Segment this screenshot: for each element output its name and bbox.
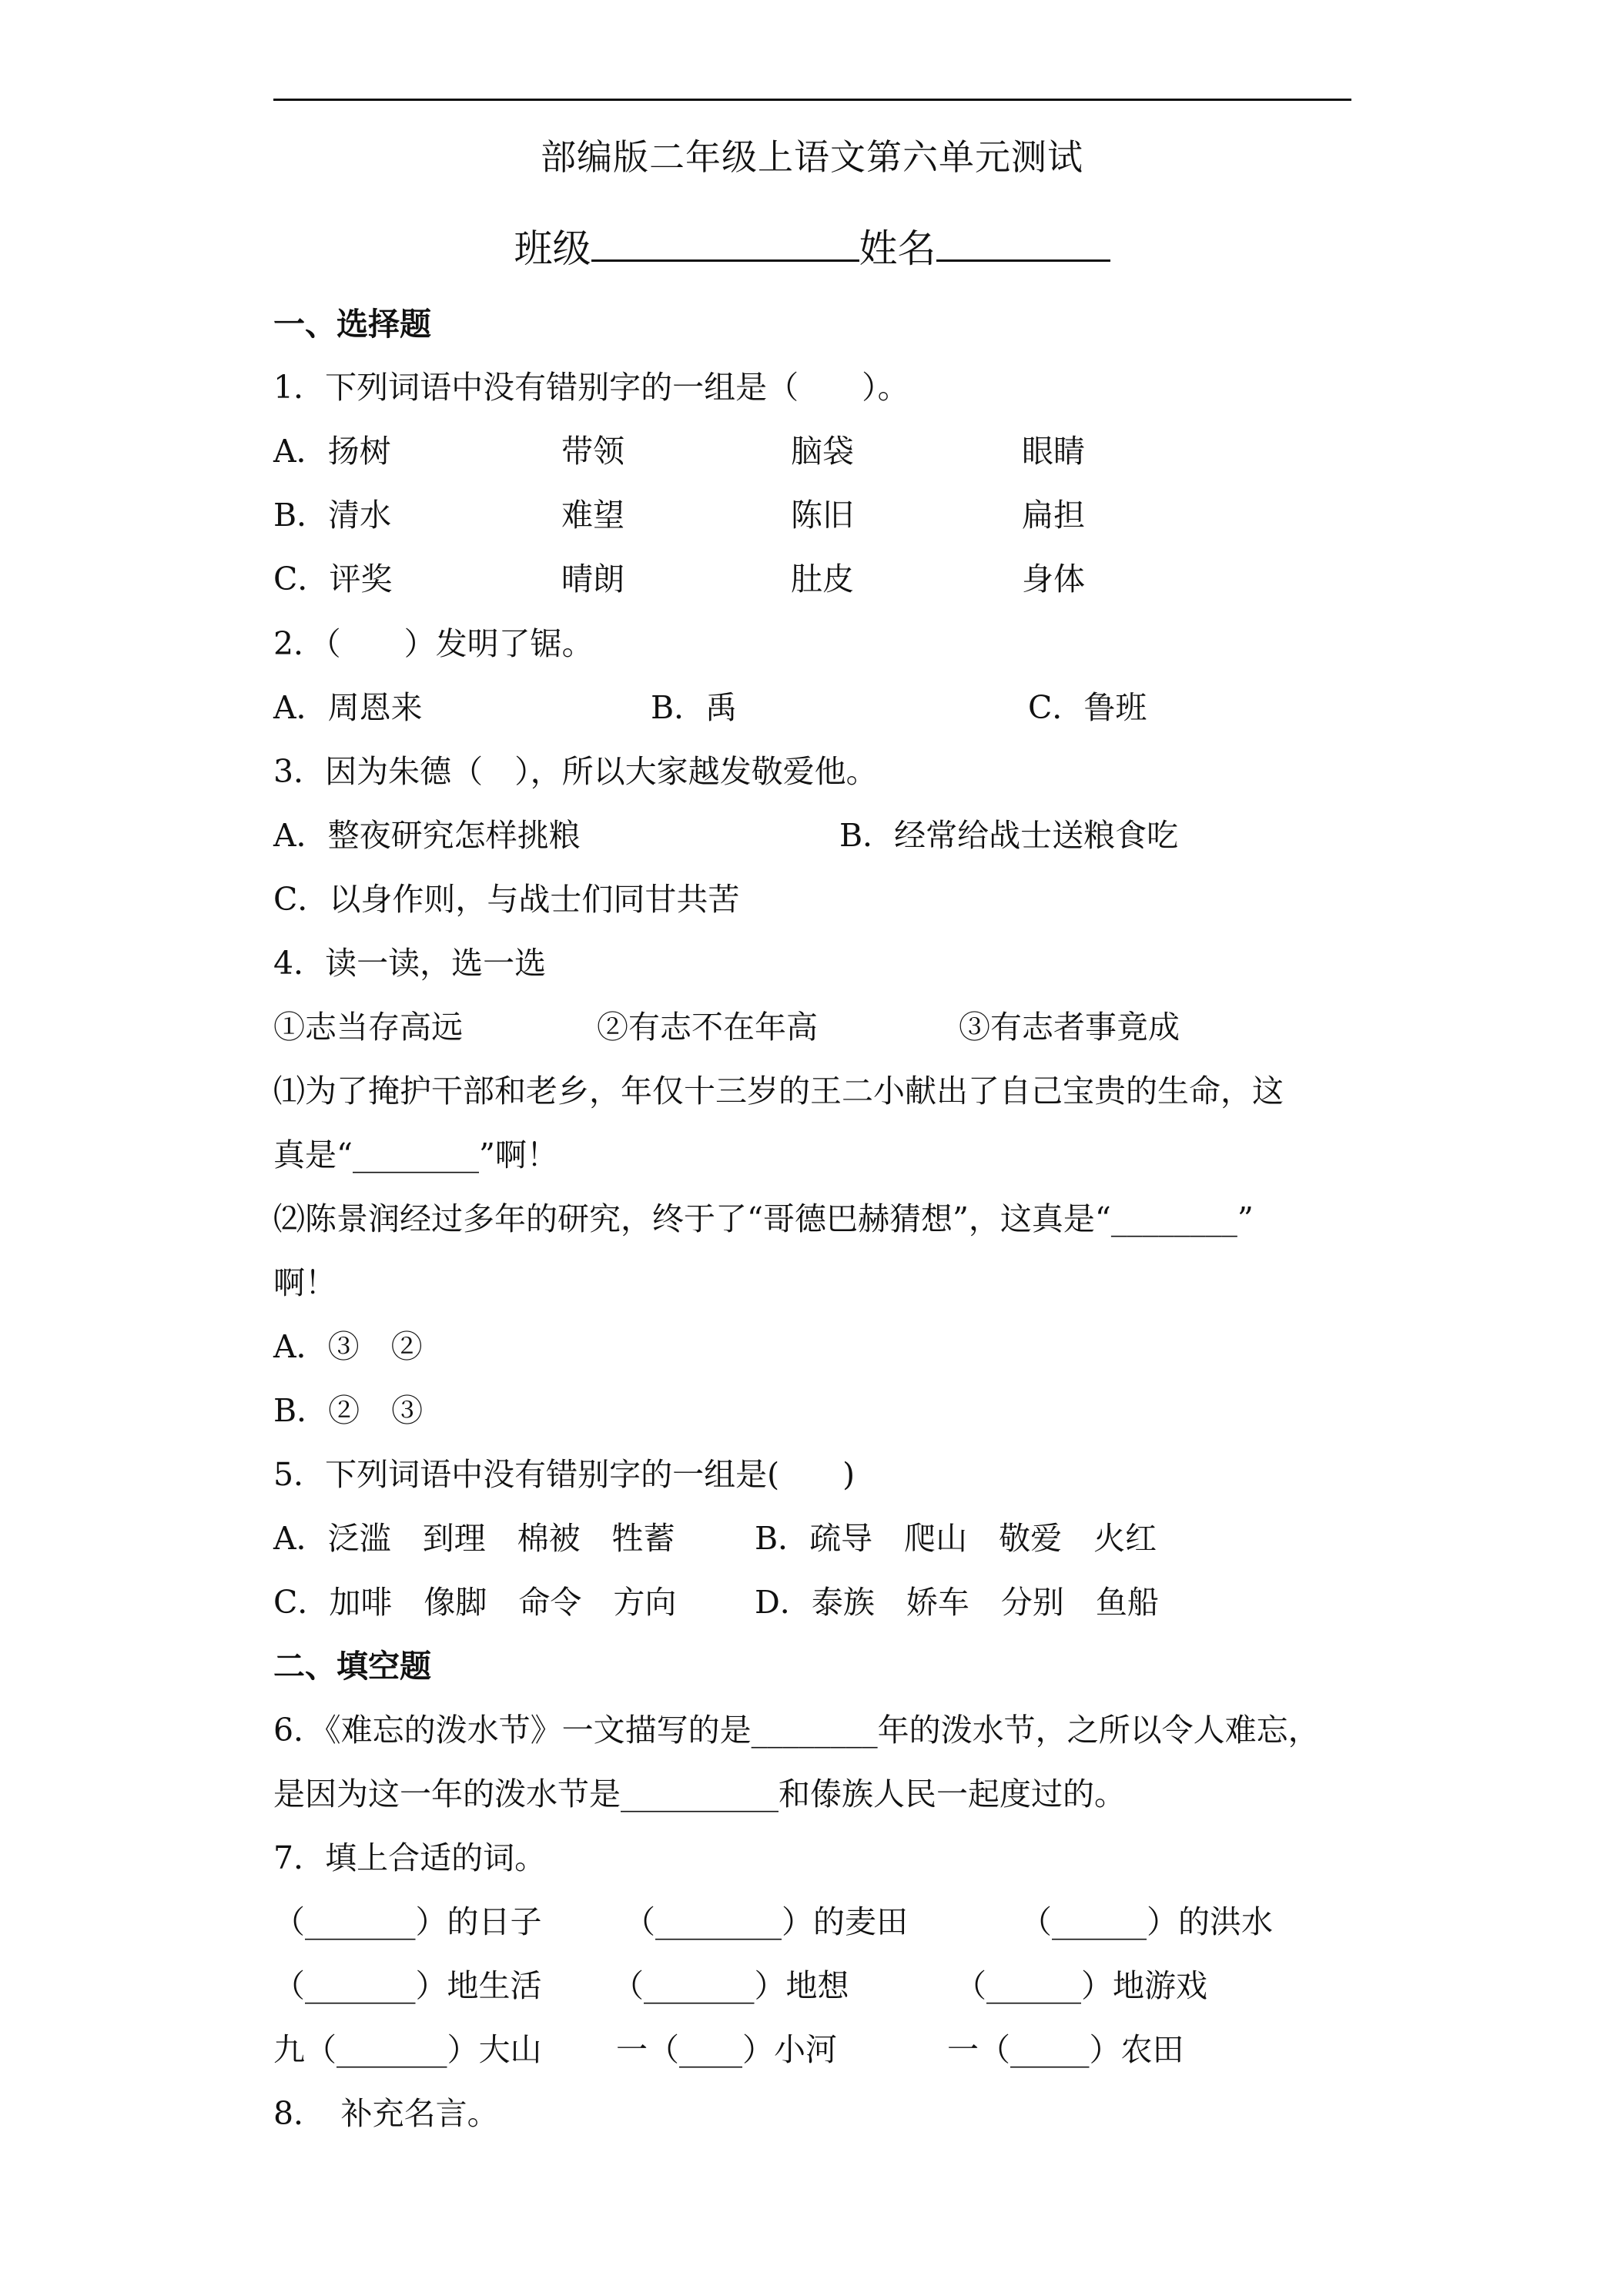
q5-option-d: D．泰族 娇车 分别 鱼船 [755,1584,1159,1621]
q3-option-c: C．以身作则，与战士们同甘共苦 [273,881,740,918]
q1-option-c-w3: 肚皮 [791,561,854,597]
q1-option-c-w1: C．评奖 [273,561,393,597]
class-label: 班级 [514,226,591,271]
q3-option-a: A．整夜研究怎样挑粮 [273,817,581,854]
q7-blank-2-2: （_______）地想 [612,1967,849,2004]
q5-option-a: A．泛滥 到理 棉被 牲蓄 [273,1520,675,1557]
q7-blank-3-1: 九（_______）大山 [273,2031,542,2068]
q5-option-c: C．加啡 像脚 命令 方向 [273,1584,677,1621]
q7-blank-1-3: （______）的洪水 [1020,1903,1273,1940]
name-blank[interactable] [936,226,1110,262]
q2-option-a: A．周恩来 [273,689,423,726]
class-blank[interactable] [591,226,859,262]
q1-option-a-w4: 眼睛 [1022,433,1085,470]
section-heading-fill: 二、填空题 [273,1648,431,1685]
question-6-line2: 是因为这一年的泼水节是__________和傣族人民一起度过的。 [273,1776,1126,1812]
q2-option-c: C．鲁班 [1028,689,1147,726]
q1-option-b-w1: B．清水 [273,497,392,534]
q4-option-b: B．② ③ [273,1392,424,1429]
question-4-stem: 4．读一读，选一选 [273,945,547,982]
q7-blank-1-1: （_______）的日子 [273,1903,542,1940]
q4-item-1: ①志当存高远 [273,1009,463,1046]
q1-option-b-w3: 陈旧 [791,497,854,534]
question-3-stem: 3．因为朱德（ ），所以大家越发敬爱他。 [273,753,878,790]
q4-sub2-line2: 啊！ [273,1264,337,1301]
name-label: 姓名 [859,226,936,271]
q7-blank-3-2: 一（____）小河 [616,2031,837,2068]
q2-option-b: B．禹 [651,689,738,726]
name-class-line [0,218,1624,273]
q5-option-b: B．疏导 爬山 敬爱 火红 [755,1520,1157,1557]
question-8-stem: 8． 补充名言。 [273,2095,499,2132]
page-title: 部编版二年级上语文第六单元测试 [541,136,1083,178]
q4-sub1-line2: 真是“________”啊！ [273,1136,558,1173]
q4-sub1-line1: ⑴为了掩护干部和老乡，年仅十三岁的王二小献出了自己宝贵的生命，这 [273,1073,1284,1110]
q1-option-a-w2: 带领 [561,433,624,470]
section-heading-choice: 一、选择题 [273,306,431,343]
q7-blank-3-3: 一（_____）农田 [947,2031,1184,2068]
q7-blank-2-3: （______）地游戏 [955,1967,1207,2004]
q4-item-2: ②有志不在年高 [597,1009,818,1046]
question-6-line1: 6．《难忘的泼水节》一文描写的是________年的泼水节，之所以令人难忘， [273,1712,1320,1749]
q7-blank-2-1: （_______）地生活 [273,1967,542,2004]
header-rule [273,99,1351,101]
question-7-stem: 7．填上合适的词。 [273,1839,547,1876]
q4-sub2-line1: ⑵陈景润经过多年的研究，终于了“哥德巴赫猜想”，这真是“________” [273,1200,1254,1237]
question-5-stem: 5．下列词语中没有错别字的一组是( ) [273,1456,856,1493]
q4-option-a: A．③ ② [273,1328,423,1365]
q1-option-a-w1: A．扬树 [273,433,391,470]
q1-option-b-w2: 难望 [561,497,624,534]
q3-option-b: B．经常给战士送粮食吃 [839,817,1179,854]
question-1-stem: 1．下列词语中没有错别字的一组是（ ）。 [273,369,909,406]
question-2-stem: 2．（ ）发明了锯。 [273,625,594,662]
q4-item-3: ③有志者事竟成 [959,1009,1180,1046]
q1-option-c-w4: 身体 [1022,561,1085,597]
q1-option-b-w4: 扁担 [1022,497,1085,534]
q7-blank-1-2: （________）的麦田 [624,1903,908,1940]
q1-option-c-w2: 晴朗 [561,561,624,597]
q1-option-a-w3: 脑袋 [791,433,854,470]
